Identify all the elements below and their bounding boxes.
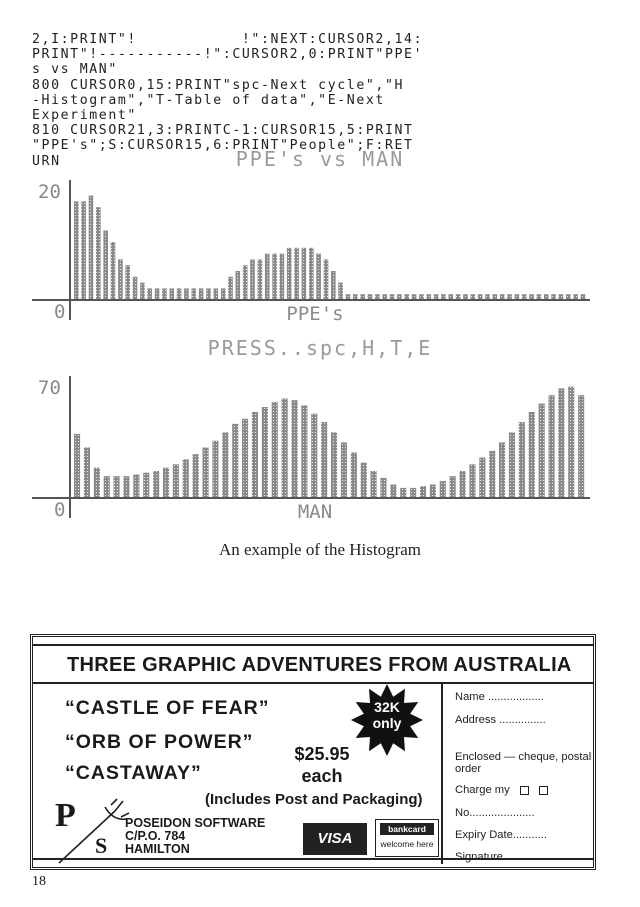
- game-title: “CASTLE OF FEAR”: [65, 697, 270, 719]
- enclosed-label-cont: order: [455, 763, 482, 775]
- histogram-bar: [250, 259, 255, 300]
- histogram-bar: [177, 288, 182, 300]
- histogram-bar: [232, 424, 238, 498]
- histogram-bar: [351, 453, 357, 499]
- histogram-bar: [450, 476, 456, 498]
- game-title: “ORB OF POWER”: [65, 731, 254, 753]
- histogram-bar: [499, 442, 505, 498]
- histogram-bar: [81, 201, 86, 300]
- histogram-bar: [460, 471, 466, 498]
- logo-letter-p: P: [55, 797, 76, 834]
- histogram-bar: [192, 288, 197, 300]
- histogram-bar: [282, 399, 288, 499]
- histogram-bar: [519, 422, 525, 498]
- histogram-bar: [390, 485, 396, 499]
- histogram-bar: [84, 447, 90, 498]
- expiry-date-field[interactable]: Expiry Date...........: [455, 829, 548, 841]
- histogram-bar: [272, 402, 278, 498]
- histogram-bar: [558, 388, 564, 498]
- histogram-bar: [140, 283, 145, 300]
- histogram-bar: [301, 405, 307, 498]
- bankcard-logo: bankcard welcome here: [375, 819, 439, 857]
- histogram-bar: [338, 283, 343, 300]
- basic-listing: 2,I:PRINT"! !":NEXT:CURSOR2,14: PRINT"!-----------!":CURSOR2,0:PRINT"PPE' s vs MAN" 800 CURSOR0,15:PRINT"spc-Next cycle","H -Histogram","T-Table of data","E-Next Experiment" 810 CURSOR21,3:PRINTC-1:CURSOR15,5:PRINT "PPE's";S:CURSOR15,6:PRINT"People";F:RET URN: [32, 32, 424, 169]
- figure-caption: An example of the Histogram: [218, 540, 422, 559]
- charge-row: Charge my: [455, 784, 548, 796]
- address-field[interactable]: Address ...............: [455, 714, 546, 726]
- name-field[interactable]: Name ..................: [455, 691, 544, 703]
- advertisement: [30, 634, 596, 870]
- histogram-bar: [133, 277, 138, 300]
- signature-field[interactable]: Signature ..............: [455, 851, 550, 863]
- page-number: 18: [32, 874, 46, 889]
- histogram-bar: [539, 404, 545, 498]
- ppe-histogram: [30, 176, 595, 324]
- histogram-bar: [221, 288, 226, 300]
- x-axis-label: MAN: [297, 501, 333, 522]
- histogram-bar: [311, 414, 317, 498]
- histogram-bar: [371, 471, 377, 498]
- histogram-bar: [324, 259, 329, 300]
- y-tick-label-min: 0: [54, 301, 66, 323]
- company-address: POSEIDON SOFTWARE C/P.O. 784 HAMILTON: [125, 816, 266, 856]
- histogram-bar: [222, 432, 228, 498]
- histogram-bar: [228, 277, 233, 300]
- histogram-bar: [549, 395, 555, 498]
- enclosed-label: Enclosed — cheque, postal: [455, 751, 592, 763]
- y-tick-label-max: 70: [38, 377, 61, 399]
- histogram-bar: [252, 412, 258, 498]
- histogram-bar: [74, 201, 79, 300]
- x-axis-label: PPE's: [286, 303, 344, 324]
- histogram-bar: [170, 288, 175, 300]
- logo-letter-s: S: [95, 833, 108, 858]
- histogram-bar: [331, 432, 337, 498]
- histogram-bar: [341, 442, 347, 498]
- histogram-bar: [265, 254, 270, 300]
- histogram-bar: [302, 248, 307, 300]
- histogram-bar: [292, 400, 298, 498]
- histogram-bar: [214, 288, 219, 300]
- histogram-bar: [578, 395, 584, 498]
- game-title: “CASTAWAY”: [65, 762, 202, 784]
- histogram-bar: [74, 434, 80, 498]
- histogram-bar: [114, 476, 120, 498]
- histogram-bar: [104, 476, 110, 498]
- histogram-bar: [262, 407, 268, 498]
- histogram-bar: [400, 488, 406, 498]
- histogram-bar: [361, 463, 367, 498]
- histogram-bar: [143, 473, 149, 498]
- histogram-bar: [243, 265, 248, 300]
- histogram-bar: [287, 248, 292, 300]
- histogram-bar: [133, 474, 139, 498]
- histogram-bar: [111, 242, 116, 300]
- y-tick-label-min: 0: [54, 499, 66, 521]
- histogram-bar: [96, 207, 101, 300]
- histogram-bar: [479, 458, 485, 499]
- price: $25.95 each: [294, 744, 350, 786]
- press-prompt: PRESS..spc,H,T,E: [207, 336, 433, 360]
- histogram-bar: [309, 248, 314, 300]
- histogram-bar: [118, 259, 123, 300]
- histogram-bar: [184, 288, 189, 300]
- histogram-bar: [489, 451, 495, 498]
- card-number-field[interactable]: No.....................: [455, 807, 535, 819]
- histogram-bar: [203, 447, 209, 498]
- histogram-bar: [469, 464, 475, 498]
- histogram-bar: [242, 419, 248, 498]
- histogram-bar: [123, 476, 129, 498]
- histogram-bar: [258, 259, 263, 300]
- screen-title: PPE's vs MAN: [235, 147, 405, 171]
- histogram-bar: [173, 464, 179, 498]
- man-histogram: [30, 372, 595, 522]
- order-form: [441, 683, 598, 864]
- histogram-bar: [380, 478, 386, 498]
- histogram-bar: [316, 254, 321, 300]
- histogram-bar: [206, 288, 211, 300]
- ad-border-top: [33, 644, 593, 646]
- y-tick-label-max: 20: [38, 181, 61, 203]
- histogram-bar: [147, 288, 152, 300]
- histogram-bar: [420, 486, 426, 498]
- histogram-bar: [280, 254, 285, 300]
- histogram-bar: [199, 288, 204, 300]
- histogram-bar: [294, 248, 299, 300]
- histogram-bar: [193, 454, 199, 498]
- charge-checkbox[interactable]: [520, 786, 529, 795]
- histogram-bar: [430, 485, 436, 499]
- postage-note: (Includes Post and Packaging): [205, 791, 423, 808]
- histogram-bar: [155, 288, 160, 300]
- histogram-bar: [410, 488, 416, 498]
- histogram-bar: [103, 230, 108, 300]
- histogram-bar: [529, 412, 535, 498]
- histogram-bar: [331, 271, 336, 300]
- visa-logo: VISA: [303, 823, 367, 855]
- ad-headline: THREE GRAPHIC ADVENTURES FROM AUSTRALIA: [67, 654, 572, 676]
- histogram-bar: [568, 387, 574, 498]
- histogram-bar: [509, 432, 515, 498]
- histogram-bar: [236, 271, 241, 300]
- memory-badge-text: 32K only: [372, 699, 402, 731]
- histogram-bar: [89, 196, 94, 300]
- histogram-bar: [321, 422, 327, 498]
- histogram-bar: [153, 471, 159, 498]
- histogram-bar: [272, 254, 277, 300]
- histogram-bar: [163, 468, 169, 498]
- histogram-bar: [162, 288, 167, 300]
- histogram-bar: [94, 468, 100, 498]
- histogram-bar: [212, 441, 218, 498]
- histogram-bar: [183, 459, 189, 498]
- histogram-bar: [440, 481, 446, 498]
- histogram-bar: [125, 265, 130, 300]
- charge-checkbox[interactable]: [539, 786, 548, 795]
